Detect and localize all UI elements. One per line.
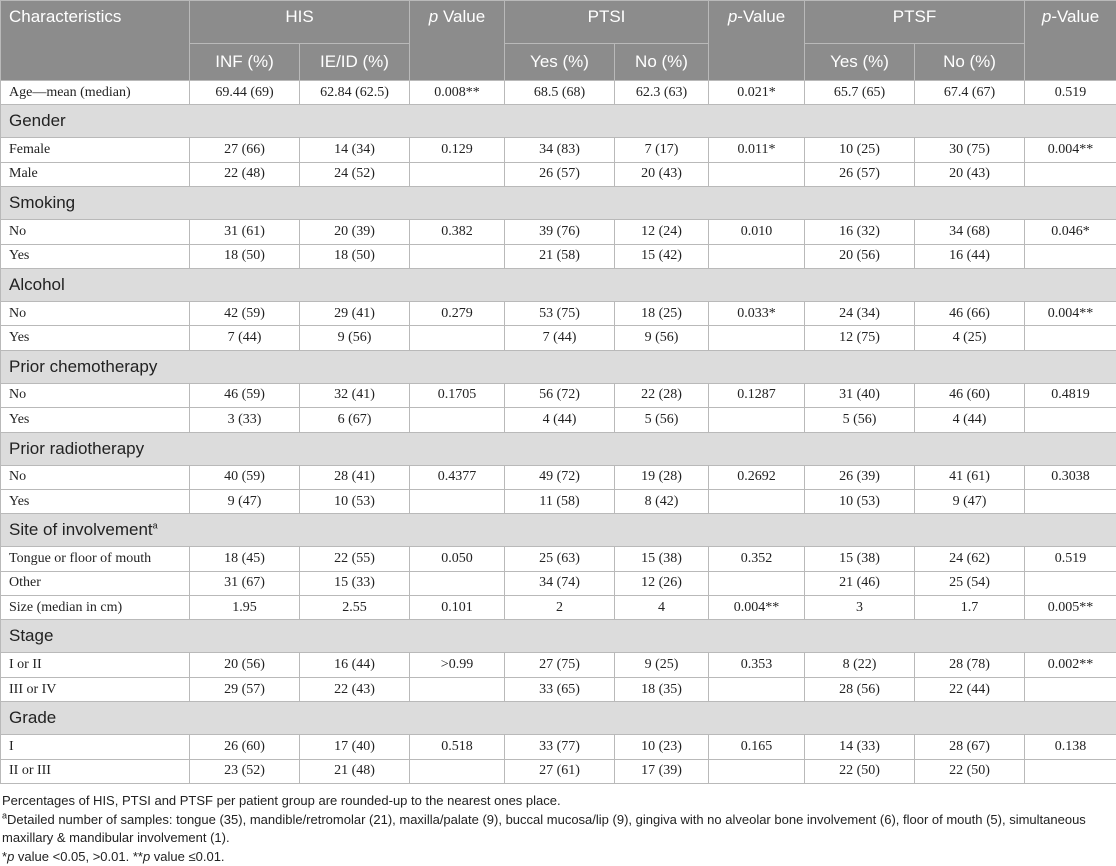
cell-ptsi-p-value: 0.033* <box>709 301 805 325</box>
cell-ptsi-no: 15 (38) <box>615 547 709 571</box>
header-ptsf-no: No (%) <box>915 44 1025 81</box>
cell-ptsf-no: 1.7 <box>915 596 1025 620</box>
cell-ptsf-yes: 3 <box>805 596 915 620</box>
cell-ptsf-p-value: 0.004** <box>1025 301 1116 325</box>
cell-ptsi-p-value <box>709 162 805 186</box>
cell-ptsi-yes: 53 (75) <box>505 301 615 325</box>
table-row <box>1 571 1116 595</box>
cell-ptsi-no: 12 (24) <box>615 220 709 244</box>
cell-his-inf: 46 (59) <box>190 383 300 407</box>
table-row <box>1 465 1116 489</box>
cell-his-inf: 69.44 (69) <box>190 81 300 105</box>
cell-his-inf: 20 (56) <box>190 653 300 677</box>
cell-his-inf: 40 (59) <box>190 465 300 489</box>
cell-ptsi-no: 12 (26) <box>615 571 709 595</box>
cell-ptsf-yes: 26 (57) <box>805 162 915 186</box>
cell-ptsi-yes: 68.5 (68) <box>505 81 615 105</box>
cell-his-inf: 27 (66) <box>190 138 300 162</box>
cell-ptsf-no: 16 (44) <box>915 244 1025 268</box>
table-row <box>1 408 1116 432</box>
cell-ptsf-yes: 31 (40) <box>805 383 915 407</box>
header-ptsi-yes: Yes (%) <box>505 44 615 81</box>
cell-label: No <box>1 301 190 325</box>
header-ptsf-yes: Yes (%) <box>805 44 915 81</box>
cell-ptsi-yes: 34 (83) <box>505 138 615 162</box>
cell-ptsf-yes: 16 (32) <box>805 220 915 244</box>
cell-label: Size (median in cm) <box>1 596 190 620</box>
cell-ptsi-no: 18 (25) <box>615 301 709 325</box>
cell-ptsi-yes: 27 (75) <box>505 653 615 677</box>
cell-ptsf-yes: 5 (56) <box>805 408 915 432</box>
cell-ptsi-yes: 2 <box>505 596 615 620</box>
header-ptsi: PTSI <box>505 1 709 44</box>
cell-ptsi-no: 5 (56) <box>615 408 709 432</box>
section-row <box>1 620 1116 653</box>
cell-ptsi-yes: 56 (72) <box>505 383 615 407</box>
table-row <box>1 162 1116 186</box>
section-row <box>1 350 1116 383</box>
cell-ptsi-p-value: 0.021* <box>709 81 805 105</box>
section-title: Site of involvement$^a$ <box>1 514 1116 547</box>
header-p-value-ptsi: p-Value <box>709 1 805 81</box>
cell-label: I <box>1 735 190 759</box>
cell-label: III or IV <box>1 677 190 701</box>
cell-his-p-value: 0.518 <box>410 735 505 759</box>
table-row <box>1 547 1116 571</box>
cell-his-ie-id: 62.84 (62.5) <box>300 81 410 105</box>
cell-ptsf-p-value: 0.4819 <box>1025 383 1116 407</box>
cell-his-p-value <box>410 571 505 595</box>
cell-label: Yes <box>1 244 190 268</box>
cell-his-inf: 7 (44) <box>190 326 300 350</box>
cell-his-ie-id: 10 (53) <box>300 489 410 513</box>
cell-ptsi-no: 20 (43) <box>615 162 709 186</box>
cell-label: Age—mean (median) <box>1 81 190 105</box>
cell-ptsi-p-value <box>709 677 805 701</box>
cell-ptsi-p-value: 0.010 <box>709 220 805 244</box>
cell-ptsi-p-value: 0.011* <box>709 138 805 162</box>
header-ptsf: PTSF <box>805 1 1025 44</box>
cell-ptsf-p-value <box>1025 162 1116 186</box>
section-title: Gender <box>1 105 1116 138</box>
cell-ptsf-p-value: 0.138 <box>1025 735 1116 759</box>
cell-ptsf-no: 4 (44) <box>915 408 1025 432</box>
cell-ptsf-p-value: 0.3038 <box>1025 465 1116 489</box>
cell-ptsf-p-value: 0.002** <box>1025 653 1116 677</box>
table-row <box>1 326 1116 350</box>
cell-ptsi-no: 17 (39) <box>615 759 709 783</box>
cell-his-ie-id: 14 (34) <box>300 138 410 162</box>
cell-his-ie-id: 16 (44) <box>300 653 410 677</box>
cell-his-p-value <box>410 489 505 513</box>
cell-his-p-value: 0.382 <box>410 220 505 244</box>
table-row <box>1 596 1116 620</box>
table-row <box>1 489 1116 513</box>
cell-ptsf-p-value <box>1025 244 1116 268</box>
header-p-value: p Value <box>410 1 505 81</box>
cell-his-ie-id: 18 (50) <box>300 244 410 268</box>
section-row <box>1 514 1116 547</box>
cell-his-p-value <box>410 408 505 432</box>
cell-label: No <box>1 220 190 244</box>
cell-his-ie-id: 17 (40) <box>300 735 410 759</box>
table-row <box>1 735 1116 759</box>
cell-ptsi-no: 7 (17) <box>615 138 709 162</box>
cell-his-ie-id: 6 (67) <box>300 408 410 432</box>
table-row <box>1 653 1116 677</box>
table-row <box>1 244 1116 268</box>
cell-his-inf: 26 (60) <box>190 735 300 759</box>
cell-ptsf-yes: 12 (75) <box>805 326 915 350</box>
cell-ptsf-yes: 21 (46) <box>805 571 915 595</box>
cell-ptsf-p-value <box>1025 408 1116 432</box>
cell-his-ie-id: 20 (39) <box>300 220 410 244</box>
cell-his-ie-id: 29 (41) <box>300 301 410 325</box>
cell-his-p-value <box>410 326 505 350</box>
cell-ptsi-yes: 49 (72) <box>505 465 615 489</box>
cell-his-ie-id: 22 (43) <box>300 677 410 701</box>
cell-ptsf-no: 30 (75) <box>915 138 1025 162</box>
header-p-value-ptsf: p-Value <box>1025 1 1116 81</box>
cell-his-inf: 9 (47) <box>190 489 300 513</box>
table-row <box>1 220 1116 244</box>
cell-ptsf-p-value: 0.519 <box>1025 547 1116 571</box>
cell-his-p-value: 0.1705 <box>410 383 505 407</box>
cell-label: Female <box>1 138 190 162</box>
cell-ptsf-no: 67.4 (67) <box>915 81 1025 105</box>
cell-ptsi-p-value <box>709 326 805 350</box>
header-characteristics: Characteristics <box>1 1 190 81</box>
cell-ptsi-no: 4 <box>615 596 709 620</box>
cell-ptsi-yes: 33 (65) <box>505 677 615 701</box>
cell-ptsf-no: 22 (44) <box>915 677 1025 701</box>
cell-ptsf-no: 34 (68) <box>915 220 1025 244</box>
cell-label: Yes <box>1 326 190 350</box>
cell-ptsf-p-value: 0.046* <box>1025 220 1116 244</box>
cell-ptsi-yes: 27 (61) <box>505 759 615 783</box>
cell-his-inf: 22 (48) <box>190 162 300 186</box>
table-body <box>1 81 1116 784</box>
cell-his-inf: 18 (45) <box>190 547 300 571</box>
cell-ptsf-no: 41 (61) <box>915 465 1025 489</box>
cell-ptsi-yes: 39 (76) <box>505 220 615 244</box>
table-row <box>1 383 1116 407</box>
cell-his-ie-id: 28 (41) <box>300 465 410 489</box>
cell-ptsf-yes: 15 (38) <box>805 547 915 571</box>
cell-his-inf: 3 (33) <box>190 408 300 432</box>
section-row <box>1 702 1116 735</box>
cell-ptsi-no: 18 (35) <box>615 677 709 701</box>
cell-ptsf-yes: 10 (25) <box>805 138 915 162</box>
cell-ptsf-no: 22 (50) <box>915 759 1025 783</box>
cell-ptsi-no: 9 (25) <box>615 653 709 677</box>
section-title: Stage <box>1 620 1116 653</box>
header-ie-id: IE/ID (%) <box>300 44 410 81</box>
cell-ptsf-yes: 20 (56) <box>805 244 915 268</box>
footnote-significance: *p value <0.05, >0.01. **p value ≤0.01. <box>2 848 1112 866</box>
cell-ptsf-yes: 65.7 (65) <box>805 81 915 105</box>
cell-ptsf-p-value <box>1025 759 1116 783</box>
cell-ptsf-no: 46 (60) <box>915 383 1025 407</box>
cell-label: Tongue or floor of mouth <box>1 547 190 571</box>
table-row <box>1 677 1116 701</box>
cell-his-inf: 42 (59) <box>190 301 300 325</box>
cell-his-ie-id: 24 (52) <box>300 162 410 186</box>
footnote-rounding: Percentages of HIS, PTSI and PTSF per patient group are rounded-up to the nearest ones place. <box>2 792 1112 811</box>
table-row <box>1 138 1116 162</box>
cell-his-ie-id: 22 (55) <box>300 547 410 571</box>
cell-ptsf-no: 28 (67) <box>915 735 1025 759</box>
cell-ptsf-no: 46 (66) <box>915 301 1025 325</box>
cell-ptsi-yes: 11 (58) <box>505 489 615 513</box>
cell-ptsf-yes: 26 (39) <box>805 465 915 489</box>
table-row <box>1 759 1116 783</box>
cell-his-inf: 31 (61) <box>190 220 300 244</box>
cell-his-p-value: 0.279 <box>410 301 505 325</box>
cell-his-ie-id: 32 (41) <box>300 383 410 407</box>
cell-his-ie-id: 2.55 <box>300 596 410 620</box>
cell-ptsi-yes: 4 (44) <box>505 408 615 432</box>
cell-his-p-value: 0.129 <box>410 138 505 162</box>
cell-ptsi-no: 22 (28) <box>615 383 709 407</box>
cell-ptsi-p-value: 0.352 <box>709 547 805 571</box>
footnote-samples: $^a$Detailed number of samples: tongue (35), mandible/retromolar (21), maxilla/palate (9), buccal mucosa/lip (9), gingiva with no alveolar bone involvement (6), floor of mouth (5), simultaneous maxillary & mandibular involvement (1). <box>2 811 1112 848</box>
cell-ptsi-no: 9 (56) <box>615 326 709 350</box>
header-inf: INF (%) <box>190 44 300 81</box>
cell-ptsi-yes: 7 (44) <box>505 326 615 350</box>
header-his: HIS <box>190 1 410 44</box>
section-row <box>1 432 1116 465</box>
cell-ptsi-p-value <box>709 489 805 513</box>
cell-his-ie-id: 15 (33) <box>300 571 410 595</box>
cell-ptsi-p-value <box>709 408 805 432</box>
cell-ptsi-p-value <box>709 244 805 268</box>
cell-his-inf: 23 (52) <box>190 759 300 783</box>
cell-ptsf-yes: 8 (22) <box>805 653 915 677</box>
cell-ptsf-p-value <box>1025 489 1116 513</box>
cell-label: No <box>1 383 190 407</box>
cell-ptsf-p-value <box>1025 677 1116 701</box>
cell-label: Yes <box>1 408 190 432</box>
cell-ptsi-yes: 21 (58) <box>505 244 615 268</box>
cell-label: Yes <box>1 489 190 513</box>
cell-label: I or II <box>1 653 190 677</box>
cell-ptsf-no: 25 (54) <box>915 571 1025 595</box>
cell-his-ie-id: 9 (56) <box>300 326 410 350</box>
cell-ptsi-yes: 25 (63) <box>505 547 615 571</box>
cell-ptsi-p-value: 0.2692 <box>709 465 805 489</box>
section-title: Alcohol <box>1 268 1116 301</box>
cell-ptsi-p-value: 0.165 <box>709 735 805 759</box>
cell-label: Other <box>1 571 190 595</box>
cell-his-p-value: 0.050 <box>410 547 505 571</box>
cell-his-p-value <box>410 677 505 701</box>
cell-his-p-value: 0.008** <box>410 81 505 105</box>
section-title: Smoking <box>1 187 1116 220</box>
cell-his-p-value: >0.99 <box>410 653 505 677</box>
cell-ptsi-p-value: 0.1287 <box>709 383 805 407</box>
cell-ptsi-yes: 34 (74) <box>505 571 615 595</box>
section-row <box>1 187 1116 220</box>
cell-label: No <box>1 465 190 489</box>
cell-ptsf-yes: 28 (56) <box>805 677 915 701</box>
cell-his-inf: 1.95 <box>190 596 300 620</box>
section-row <box>1 105 1116 138</box>
section-title: Grade <box>1 702 1116 735</box>
cell-ptsi-yes: 33 (77) <box>505 735 615 759</box>
section-row <box>1 268 1116 301</box>
cell-his-p-value <box>410 244 505 268</box>
cell-label: II or III <box>1 759 190 783</box>
section-title: Prior chemotherapy <box>1 350 1116 383</box>
cell-ptsf-p-value: 0.519 <box>1025 81 1116 105</box>
cell-ptsf-no: 9 (47) <box>915 489 1025 513</box>
table-row <box>1 301 1116 325</box>
cell-ptsf-no: 28 (78) <box>915 653 1025 677</box>
cell-ptsi-p-value: 0.004** <box>709 596 805 620</box>
cell-ptsi-no: 8 (42) <box>615 489 709 513</box>
cell-ptsi-no: 15 (42) <box>615 244 709 268</box>
cell-ptsi-no: 62.3 (63) <box>615 81 709 105</box>
cell-ptsf-yes: 10 (53) <box>805 489 915 513</box>
cell-his-inf: 29 (57) <box>190 677 300 701</box>
table-footnotes <box>0 784 1116 866</box>
cell-ptsi-yes: 26 (57) <box>505 162 615 186</box>
cell-ptsi-p-value <box>709 759 805 783</box>
section-title: Prior radiotherapy <box>1 432 1116 465</box>
cell-his-p-value: 0.4377 <box>410 465 505 489</box>
cell-his-inf: 18 (50) <box>190 244 300 268</box>
cell-ptsf-no: 24 (62) <box>915 547 1025 571</box>
cell-ptsf-p-value: 0.004** <box>1025 138 1116 162</box>
cell-his-ie-id: 21 (48) <box>300 759 410 783</box>
cell-ptsf-yes: 14 (33) <box>805 735 915 759</box>
cell-his-p-value <box>410 759 505 783</box>
cell-ptsf-no: 20 (43) <box>915 162 1025 186</box>
table-row <box>1 81 1116 105</box>
cell-ptsf-yes: 24 (34) <box>805 301 915 325</box>
cell-his-p-value: 0.101 <box>410 596 505 620</box>
cell-ptsi-no: 19 (28) <box>615 465 709 489</box>
cell-ptsi-no: 10 (23) <box>615 735 709 759</box>
cell-ptsi-p-value: 0.353 <box>709 653 805 677</box>
cell-ptsf-no: 4 (25) <box>915 326 1025 350</box>
cell-his-p-value <box>410 162 505 186</box>
cell-ptsf-yes: 22 (50) <box>805 759 915 783</box>
cell-his-inf: 31 (67) <box>190 571 300 595</box>
cell-ptsf-p-value <box>1025 326 1116 350</box>
cell-label: Male <box>1 162 190 186</box>
cell-ptsf-p-value <box>1025 571 1116 595</box>
header-ptsi-no: No (%) <box>615 44 709 81</box>
cell-ptsf-p-value: 0.005** <box>1025 596 1116 620</box>
cell-ptsi-p-value <box>709 571 805 595</box>
